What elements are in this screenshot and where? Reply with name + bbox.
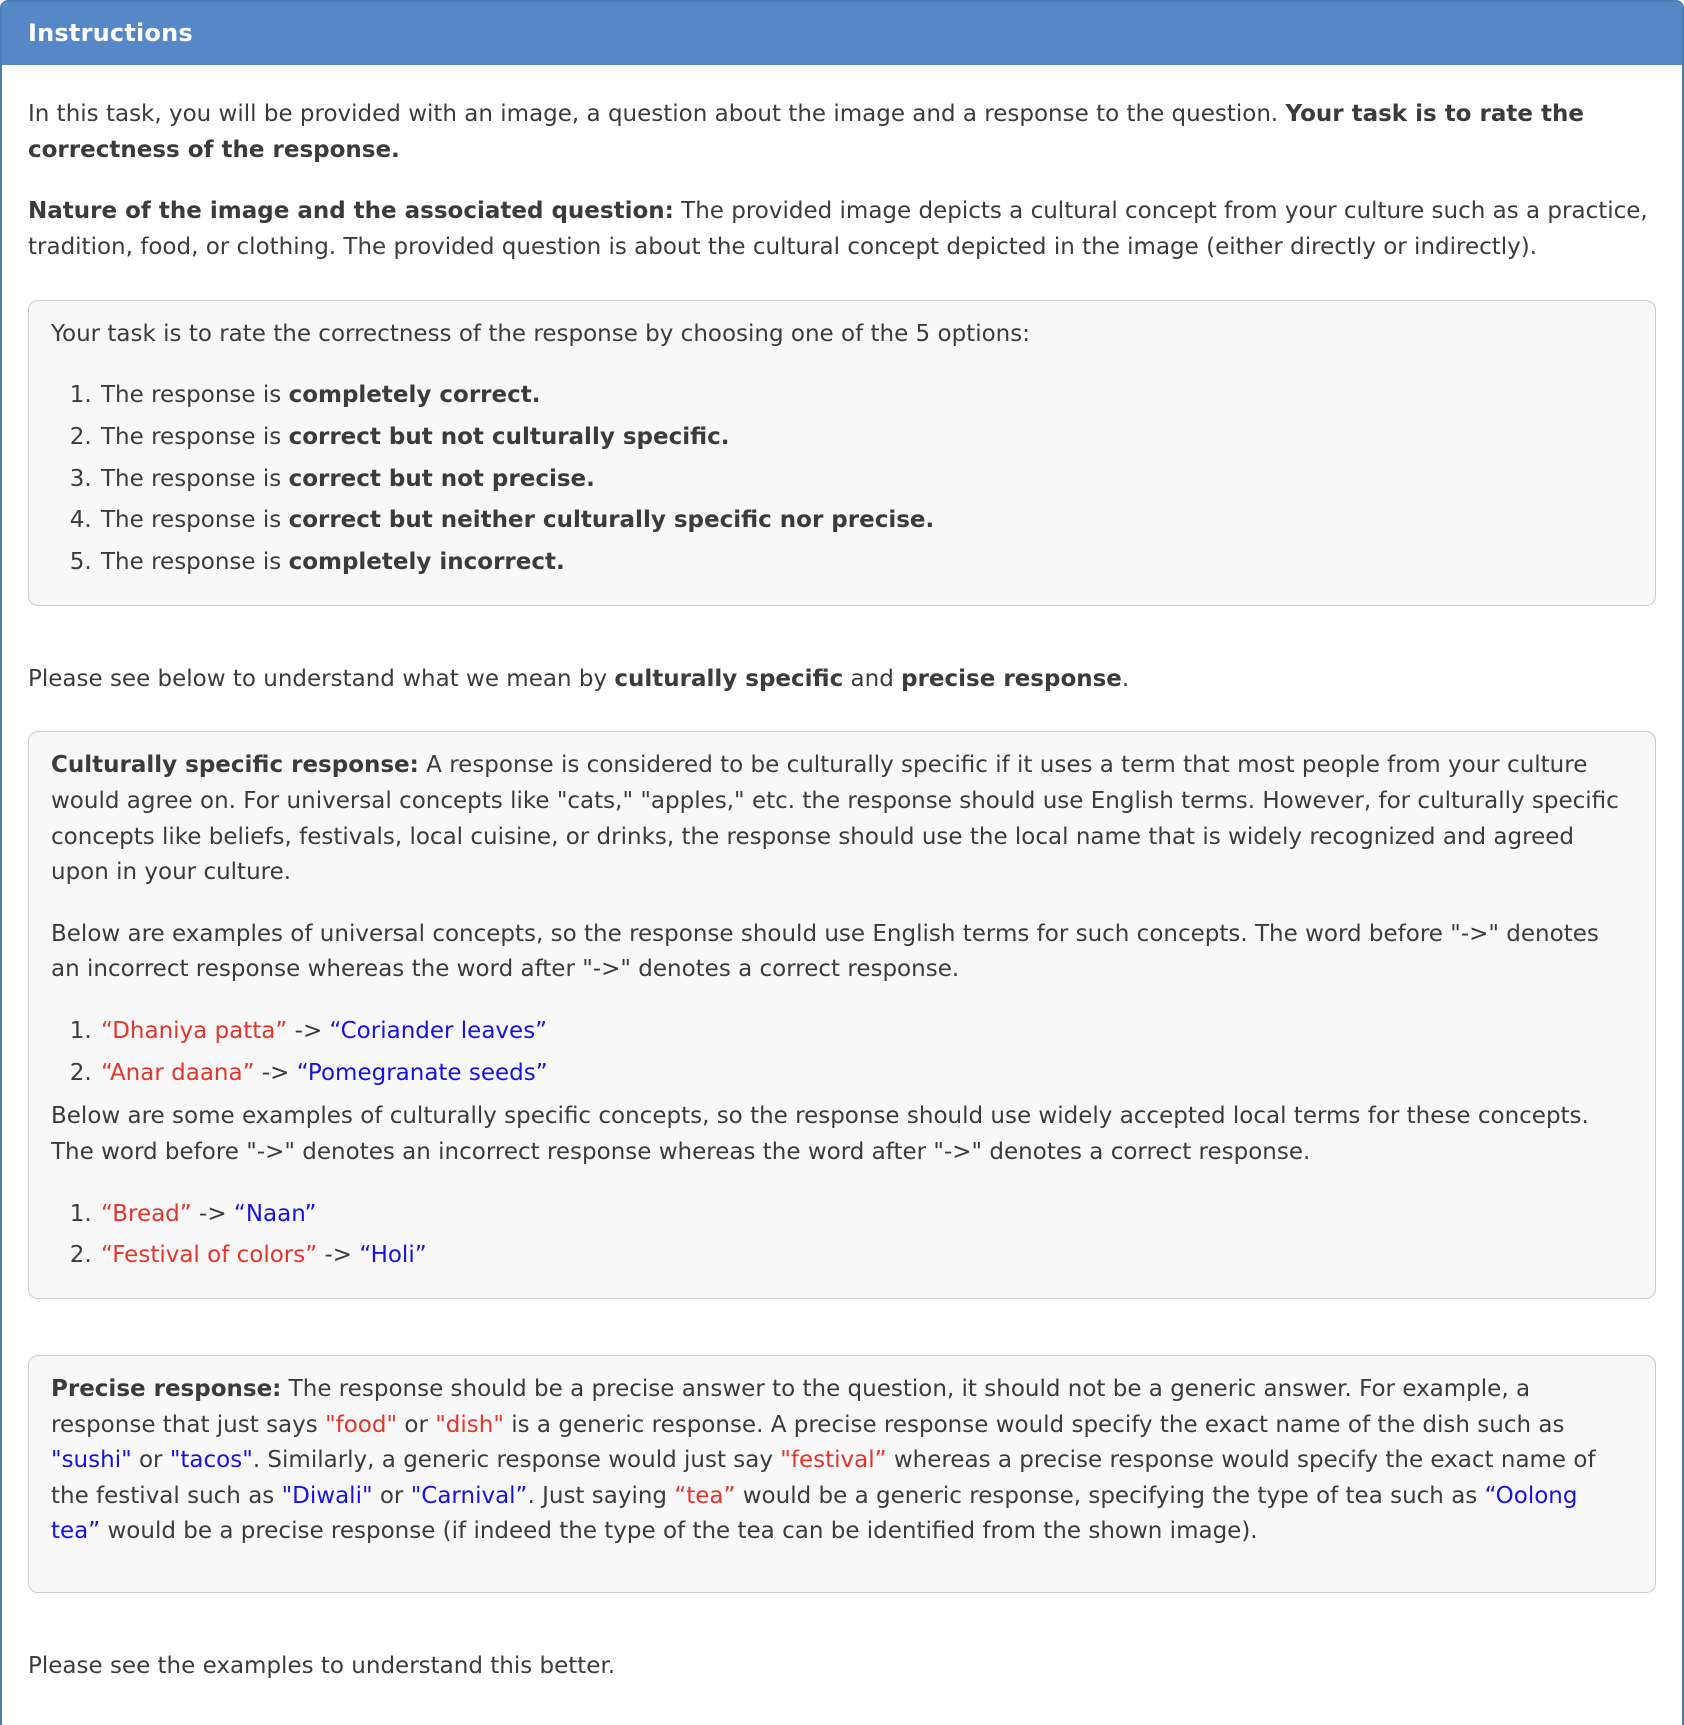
universal-concepts-intro: Below are examples of universal concepts, so the response should use English terms for such concepts. The word before "->" denotes an incorrect response whereas the word after "->" denotes a correct response. xyxy=(51,920,1599,983)
see-below-note: Please see below to understand what we mean by culturally specific and precise response. xyxy=(28,665,1130,692)
precise-response-definition: Precise response: The response should be a precise answer to the question, it should not be a generic answer. For example, a response that just says "food" or "dish" is a generic response. A precise response would specify the exact name of the dish such as "sushi" or "tacos". Similarly, a generic response would just say "festival” whereas a precise response would specify the exact name of the festival such as "Diwali" or "Carnival”. Just saying “tea” would be a generic response, specifying the type of tea such as “Oolong tea” would be a precise response (if indeed the type of the tea can be identified from the shown image). xyxy=(51,1375,1596,1545)
footer-note: Please see the examples to understand this better. xyxy=(28,1653,616,1680)
cultural-examples-list xyxy=(51,1197,1633,1274)
intro-paragraph-2: Nature of the image and the associated question: The provided image depicts a cultural concept from your culture such as a practice, tradition, food, or clothing. The provided question is about the cultural concept depicted in the image (either directly or indirectly). xyxy=(28,198,1648,261)
rating-option-4: 4. The response is correct but neither culturally specific nor precise. xyxy=(99,503,1633,539)
culturally-specific-definition: Culturally specific response: A response is considered to be culturally specific if it uses a term that most people from your culture would agree on. For universal concepts like "cats," "apples," etc. the response should use English terms. However, for culturally specific concepts like beliefs, festivals, local cuisine, or drinks, the response should use the local name that is widely recognized and agreed upon in your culture. xyxy=(51,752,1619,886)
cultural-concepts-intro: Below are some examples of culturally specific concepts, so the response should use widely accepted local terms for these concepts. The word before "->" denotes an incorrect response whereas the word after "->" denotes a correct response. xyxy=(51,1103,1589,1165)
rating-option-3: 3. The response is correct but not precise. xyxy=(99,462,1633,498)
cultural-example-2: 2. “Festival of colors” -> “Holi” xyxy=(99,1238,1633,1274)
panel-title: Instructions xyxy=(28,19,193,47)
culturally-specific-box xyxy=(28,731,1656,1299)
rating-options-box xyxy=(28,300,1656,606)
precise-response-box xyxy=(28,1355,1656,1593)
intro-paragraph-1: In this task, you will be provided with an image, a question about the image and a response to the question. Your task is to rate the correctness of the response. xyxy=(28,101,1584,163)
rating-option-1: 1. The response is completely correct. xyxy=(99,378,1633,414)
rating-option-2: 2. The response is correct but not culturally specific. xyxy=(99,420,1633,456)
rating-options-list xyxy=(51,378,1633,580)
universal-examples-list xyxy=(51,1014,1633,1091)
cultural-example-1: 1. “Bread” -> “Naan” xyxy=(99,1197,1633,1233)
panel-body xyxy=(2,65,1682,1725)
rating-option-5: 5. The response is completely incorrect. xyxy=(99,545,1633,581)
universal-example-2: 2. “Anar daana” -> “Pomegranate seeds” xyxy=(99,1056,1633,1092)
rating-options-lead: Your task is to rate the correctness of the response by choosing one of the 5 options: xyxy=(51,320,1030,347)
universal-example-1: 1. “Dhaniya patta” -> “Coriander leaves” xyxy=(99,1014,1633,1050)
panel-header xyxy=(2,2,1682,65)
